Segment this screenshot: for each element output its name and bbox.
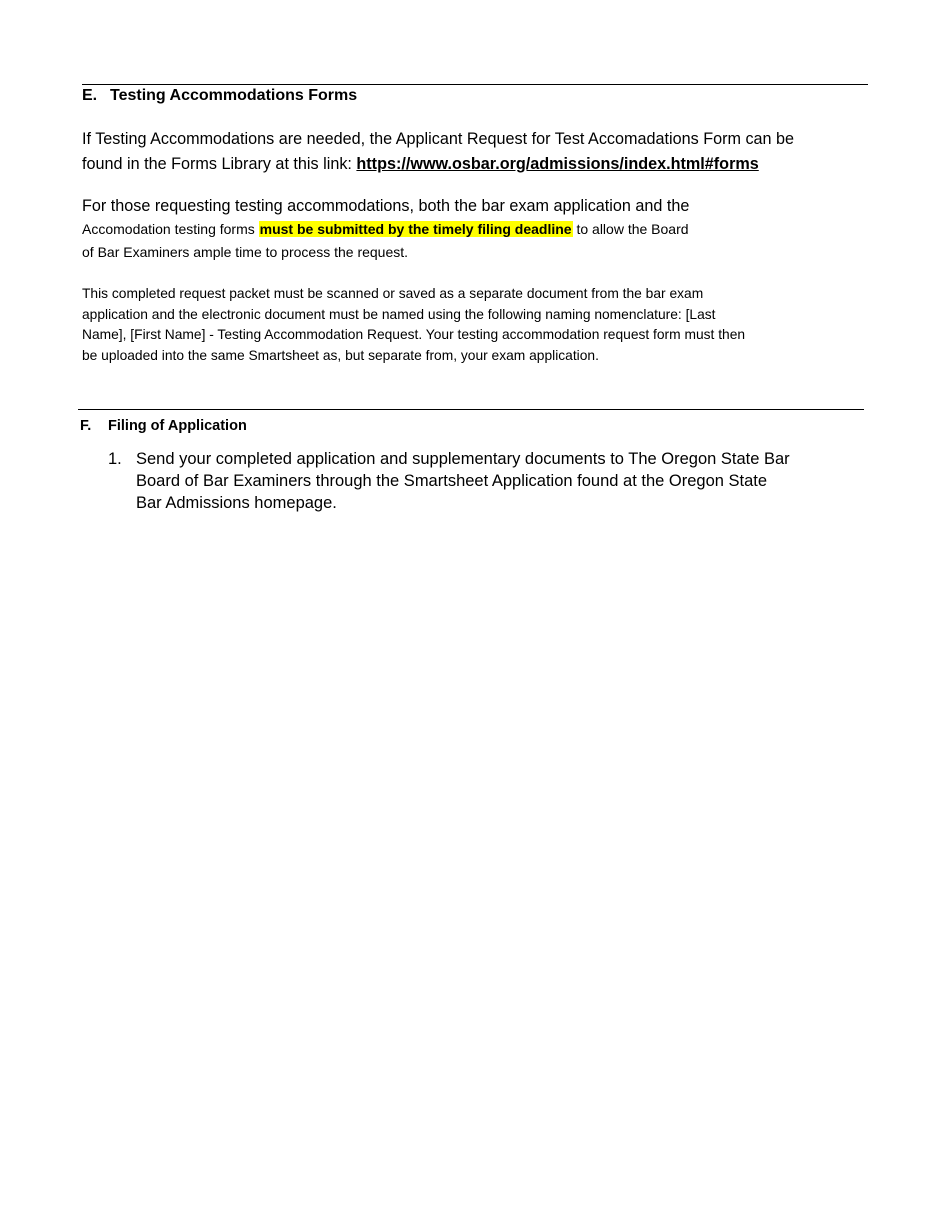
paragraph-3-line-4: be uploaded into the same Smartsheet as, but separate from, your exam application. bbox=[82, 347, 599, 363]
paragraph-2-line-2 bbox=[82, 218, 689, 241]
paragraph-3-line-1: This completed request packet must be scanned or saved as a separate document from the bar exam bbox=[82, 286, 704, 301]
section-f-heading bbox=[80, 417, 247, 435]
section-e-paragraph-2 bbox=[82, 195, 689, 264]
paragraph-1-line-1: If Testing Accommodations are needed, the Applicant Request for Test Accomadations Form can be bbox=[82, 130, 795, 148]
deadline-highlight: must be submitted by the timely filing deadline bbox=[259, 221, 572, 237]
paragraph-2-line-2-suffix: to allow the Board bbox=[572, 221, 689, 237]
list-item-line-2: Board of Bar Examiners through the Smartsheet Application found at the Oregon State bbox=[136, 472, 768, 490]
paragraph-2-line-1: For those requesting testing accommodations, both the bar exam application and the bbox=[82, 197, 690, 215]
section-e-paragraph-1 bbox=[82, 127, 794, 177]
section-e-paragraph-3 bbox=[82, 284, 745, 366]
section-f-letter: F. bbox=[80, 418, 92, 434]
paragraph-1-line-2 bbox=[82, 152, 794, 177]
paragraph-2-line-3: of Bar Examiners ample time to process the request. bbox=[82, 244, 409, 260]
section-e-title: Testing Accommodations Forms bbox=[110, 87, 358, 104]
list-item-line-3: Bar Admissions homepage. bbox=[136, 494, 337, 512]
section-f-title: Filing of Application bbox=[108, 418, 247, 434]
list-item-number: 1. bbox=[108, 450, 122, 468]
list-item-line-1: Send your completed application and supplementary documents to The Oregon State Bar bbox=[136, 450, 790, 468]
list-item-body bbox=[136, 448, 790, 514]
paragraph-1-line-2-text: found in the Forms Library at this link: bbox=[82, 155, 357, 173]
paragraph-3-line-3: Name], [First Name] - Testing Accommodation Request. Your testing accommodation request form must then bbox=[82, 327, 746, 342]
forms-library-link[interactable]: https://www.osbar.org/admissions/index.html#forms bbox=[356, 155, 759, 173]
section-e-heading bbox=[82, 86, 357, 106]
paragraph-2-line-2-prefix: Accomodation testing forms bbox=[82, 221, 259, 237]
paragraph-3-line-2: application and the electronic document must be named using the following naming nomenclature: [Last bbox=[82, 306, 716, 322]
section-e-letter: E. bbox=[82, 87, 98, 104]
section-f-top-rule bbox=[78, 409, 864, 410]
section-e-top-rule bbox=[82, 84, 868, 85]
